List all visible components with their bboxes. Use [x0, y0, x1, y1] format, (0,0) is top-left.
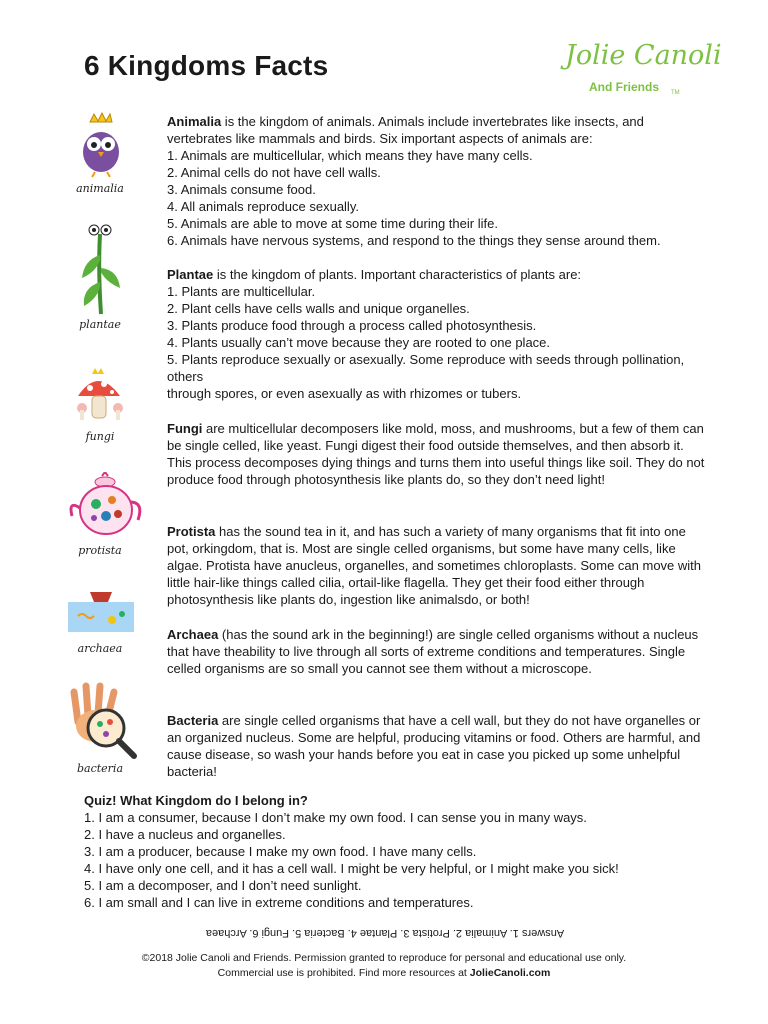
plant-icon [68, 220, 132, 316]
fungi-section [167, 420, 707, 488]
footer-copyright: ©2018 Jolie Canoli and Friends. Permission granted to reproduce for personal and educational use only. [141, 952, 627, 964]
list-item: 4. Plants usually can’t move because they are rooted to one place. [167, 335, 551, 350]
animalia-illustration [68, 112, 148, 195]
bacteria-illustration [68, 682, 148, 775]
footer-commercial [84, 966, 684, 981]
list-item: 2. Plant cells have cells walls and unique organelles. [167, 301, 470, 316]
list-item: 5. Animals are able to move at some time during their life. [167, 216, 498, 231]
footer [84, 951, 684, 981]
list-item: 5. Plants reproduce sexually or asexually. Some reproduce with seeds through pollination, others [167, 352, 685, 384]
owl-icon [68, 112, 132, 178]
fungi-name: Fungi [167, 421, 203, 436]
list-item: through spores, or even asexually as with rhizomes or tubers. [167, 386, 522, 401]
fungi-illustration [68, 368, 148, 443]
quiz-item: 6. I am small and I can live in extreme conditions and temperatures. [84, 895, 474, 910]
animalia-label: animalia [76, 182, 124, 195]
quiz-item: 1. I am a consumer, because I don’t make my own food. I can sense you in many ways. [84, 810, 587, 825]
archaea-illustration [68, 590, 148, 655]
magnifier-hand-icon [68, 682, 140, 760]
logo-subtitle: And Friends [589, 80, 660, 94]
bacteria-section [167, 712, 707, 780]
mushroom-icon [68, 368, 132, 426]
quiz-title: Quiz! What Kingdom do I belong in? [84, 793, 308, 808]
animalia-section [167, 113, 707, 249]
protista-label: protista [78, 544, 122, 557]
quiz-item: 4. I have only one cell, and it has a cell wall. I might be very helpful, or I might make you sick! [84, 861, 619, 876]
archaea-text [167, 626, 707, 677]
list-item: 1. Animals are multicellular, which means they have many cells. [167, 148, 533, 163]
list-item: 3. Plants produce food through a process called photosynthesis. [167, 318, 537, 333]
quiz-section [84, 792, 704, 911]
archaea-section [167, 626, 707, 677]
list-item: 3. Animals consume food. [167, 182, 316, 197]
bacteria-name: Bacteria [167, 713, 219, 728]
logo-name: Jolie Canoli [565, 40, 722, 71]
footer-website-link[interactable]: JolieCanoli.com [469, 967, 551, 979]
list-item: 1. Plants are multicellular. [167, 284, 316, 299]
fungi-text [167, 420, 707, 488]
plantae-name: Plantae [167, 267, 214, 282]
plantae-illustration [68, 220, 148, 331]
plantae-label: plantae [79, 318, 121, 331]
bacteria-body: are single celled organisms that have a cell wall, but they do not have organelles or an organized nucleus. Some are helpful, producing vitamins or food. Others are harmful, and cause disease, so wash your hands before you eat in case you picked up some unhelpful bacteria! [167, 713, 701, 779]
bacteria-label: bacteria [76, 762, 124, 775]
quiz-item: 2. I have a nucleus and organelles. [84, 827, 286, 842]
archaea-label: archaea [77, 642, 123, 655]
animalia-name: Animalia [167, 114, 222, 129]
protista-illustration [68, 472, 148, 557]
brand-logo [565, 40, 722, 100]
archaea-water-icon [68, 590, 138, 634]
fungi-body: are multicellular decomposers like mold, moss, and mushrooms, but a few of them can be single celled, like yeast. Fungi digest their food outside themselves, and then absorb it. This process decomposes dying things and turns them into useful things like soil. They do not produce food through photosynthesis like plants do, so they don’t need light! [167, 421, 705, 487]
animalia-intro-text: is the kingdom of animals. Animals include invertebrates like insects, and vertebrates like mammals and birds. Six important aspects of animals are: [167, 114, 644, 146]
footer-commercial-text: Commercial use is prohibited. Find more resources at [217, 967, 470, 979]
protista-name: Protista [167, 524, 216, 539]
protista-body: has the sound tea in it, and has such a variety of many organisms that fit into one pot, orkingdom, that is. Most are single celled organisms, but some have many cells, like algae. Protista have anucleus, organelles, and sometimes chloroplasts. Some can move with little hair-like things called cilia, ortail-like flagella. They get their food either through photosynthesis like plants do, ingestion like animalsdo, or both! [167, 524, 702, 607]
quiz-item: 3. I am a producer, because I make my own food. I have many cells. [84, 844, 477, 859]
list-item: 2. Animal cells do not have cell walls. [167, 165, 381, 180]
archaea-body: (has the sound ark in the beginning!) are single celled organisms without a nucleus that have theability to live through all sorts of extreme conditions and temperatures. Single celled organisms are so small you cannot see them without a microscope. [167, 627, 699, 676]
logo-trademark: TM [671, 90, 680, 96]
plantae-intro [167, 266, 707, 283]
plantae-section [167, 266, 707, 402]
quiz-item: 5. I am a decomposer, and I don’t need sunlight. [84, 878, 362, 893]
list-item: 6. Animals have nervous systems, and respond to the things they sense around them. [167, 233, 661, 248]
page-title: 6 Kingdoms Facts [84, 50, 329, 81]
plantae-intro-text: is the kingdom of plants. Important characteristics of plants are: [213, 267, 582, 282]
protista-section [167, 523, 707, 608]
list-item: 4. All animals reproduce sexually. [167, 199, 359, 214]
quiz-answers-upside-down: Answers 1. Animalia 2. Protista 3. Plantae 4. Bacteria 5. Fungi 6. Archaea [205, 927, 565, 939]
protista-text [167, 523, 707, 608]
teapot-icon [68, 472, 144, 542]
fungi-label: fungi [85, 430, 115, 443]
archaea-name: Archaea [167, 627, 219, 642]
bacteria-text [167, 712, 707, 780]
animalia-intro [167, 113, 707, 147]
